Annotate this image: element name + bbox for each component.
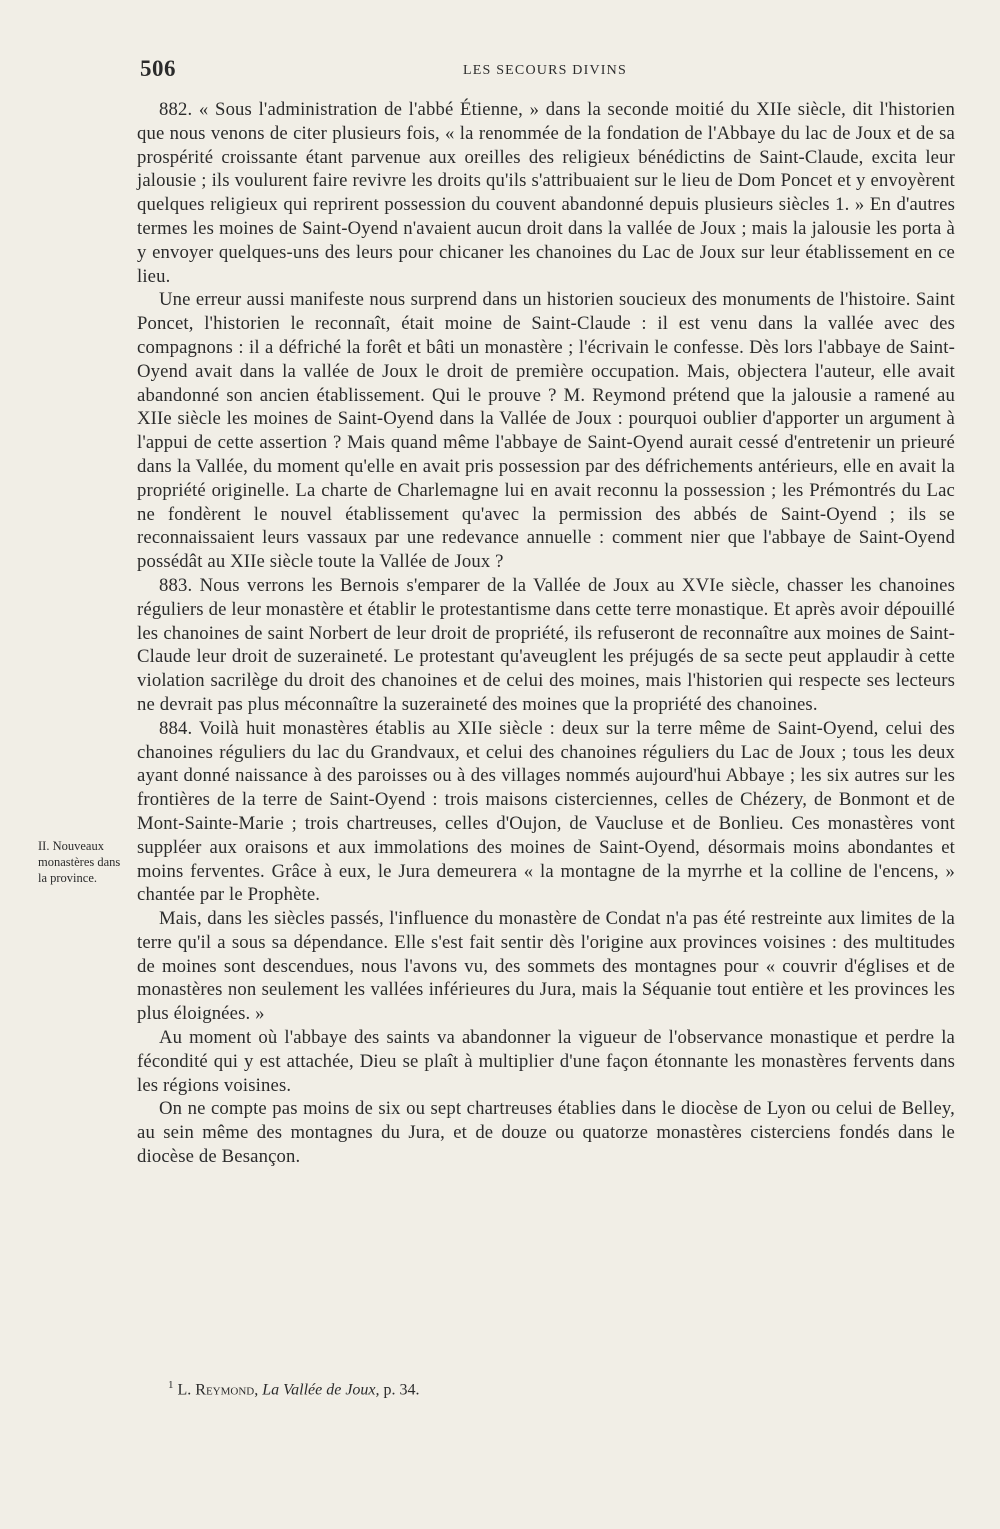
footnote-page: p. 34. — [383, 1381, 420, 1399]
running-title: LES SECOURS DIVINS — [463, 63, 627, 78]
paragraph-erreur: Une erreur aussi manifeste nous surprend dans un historien soucieux des monuments de l'histoire. Saint Poncet, l'historien le reconnaît, était moine de Saint-Claude : il est venu dans la vallée avec des compagnons : il a défriché la forêt et bâti un monastère ; l'écrivain le confesse. Dès lors l'abbaye de Saint-Oyend avait dans la vallée de Joux le droit de première occupation. Mais, objectera l'auteur, elle avait abandonné son ancien établissement. Qui le prouve ? M. Reymond prétend que la jalousie a ramené au XIIe siècle les moines de Saint-Oyend dans la Vallée de Joux : pourquoi oublier d'apporter un argument à l'appui de cette assertion ? Mais quand même l'abbaye de Saint-Oyend aurait cessé d'entretenir un prieuré dans la Vallée, du moment qu'elle en avait pris possession par des défrichements antérieurs, elle en avait la propriété originelle. La charte de Charlemagne lui en avait reconnu la possession ; les Prémontrés du Lac ne fondèrent le nouvel établissement qu'avec la permission des abbés de Saint-Oyend ; ils se reconnaissaient leurs vassaux par une redevance annuelle : comment nier que l'abbaye de Saint-Oyend possédât au XIIe siècle toute la Vallée de Joux ? — [137, 289, 955, 573]
paragraph-884: 884. Voilà huit monastères établis au XIIe siècle : deux sur la terre même de Saint-Oyend, celui des chanoines réguliers du lac du Grandvaux, et celui des chanoines réguliers du Lac de Joux ; tous les deux ayant donné naissance à des paroisses ou à des villages nommés aujourd'hui Abbaye ; les six autres sur les frontières de la terre de Saint-Oyend : trois maisons cisterciennes, celles de Chézery, de Bonmont et de Mont-Sainte-Marie ; trois chartreuses, celles d'Oujon, de Vaucluse et de Bonlieu. Ces monastères vont suppléer aux oraisons et aux immolations des moines de Saint-Oyend, désormais moins abondantes et moins ferventes. Grâce à eux, le Jura demeurera « la montagne de la myrrhe et la colline de l'encens, » chantée par le Prophète. — [137, 717, 955, 906]
footnote-author: L. Reymond, — [177, 1381, 259, 1399]
footnote-title: La Vallée de Joux, — [262, 1381, 380, 1399]
paragraph-abbaye: Au moment où l'abbaye des saints va abandonner la vigueur de l'observance monastique et perdre la fécondité qui y est attachée, Dieu se plaît à multiplier d'une façon étonnante les monastères fervents dans les régions voisines. — [137, 1027, 955, 1096]
paragraph-condat: Mais, dans les siècles passés, l'influence du monastère de Condat n'a pas été restreinte aux limites de la terre qu'il a sous sa dépendance. Elle s'est fait sentir dès l'origine aux provinces voisines : des multitudes de moines sont descendues, nous l'avons vu, des sommets des montagnes pour « couvrir d'églises et de monastères non seulement les vallées inférieures du Jura, mais la Séquanie tout entière et les provinces les plus éloignées. » — [137, 908, 955, 1025]
footnote-marker: 1 — [168, 1379, 174, 1391]
paragraph-chartreuses: On ne compte pas moins de six ou sept chartreuses établies dans le diocèse de Lyon ou celui de Belley, au sein même des montagnes du Jura, et de douze ou quatorze monastères cisterciens fondés dans le diocèse de Besançon. — [137, 1098, 955, 1168]
page-header — [138, 56, 958, 86]
paragraph-882: 882. « Sous l'administration de l'abbé Étienne, » dans la seconde moitié du XIIe siècle, dit l'historien que nous venons de citer plusieurs fois, « la renommée de la fondation de l'Abbaye du lac de Joux et de sa prospérité croissante étant parvenue aux oreilles des religieux bénédictins de Saint-Claude, excita leur jalousie ; ils voulurent faire revivre les droits qu'ils s'attribuaient sur le lieu de Dom Poncet et y envoyèrent quelques religieux qui reprirent possession du couvent abandonné depuis plusieurs siècles 1. » En d'autres termes les moines de Saint-Oyend n'avaient aucun droit dans la vallée de Joux ; mais la jalousie les porta à y envoyer quelques-uns des leurs pour chicaner les chanoines du Lac de Joux sur leur établissement en ce lieu. — [137, 99, 955, 287]
margin-note: II. Nouveaux monastères dans la province. — [38, 839, 121, 885]
body-text — [137, 98, 955, 1169]
paragraph-883: 883. Nous verrons les Bernois s'emparer de la Vallée de Joux au XVIe siècle, chasser les chanoines réguliers de leur monastère et établir le protestantisme dans cette terre monastique. Et après avoir dépouillé les chanoines de saint Norbert de leur droit de propriété, ils refuseront de reconnaître aux moines de Saint-Claude leur droit de suzeraineté. Le protestant qu'aveuglent les préjugés de sa secte peut applaudir à cette violation sacrilège du droit des chanoines et de celui des moines, mais l'historien qui respecte ses lecteurs ne devrait pas plus méconnaître la suzeraineté des moines que la propriété des chanoines. — [137, 574, 955, 715]
page-number: 506 — [140, 56, 176, 81]
footnote — [168, 1375, 868, 1400]
